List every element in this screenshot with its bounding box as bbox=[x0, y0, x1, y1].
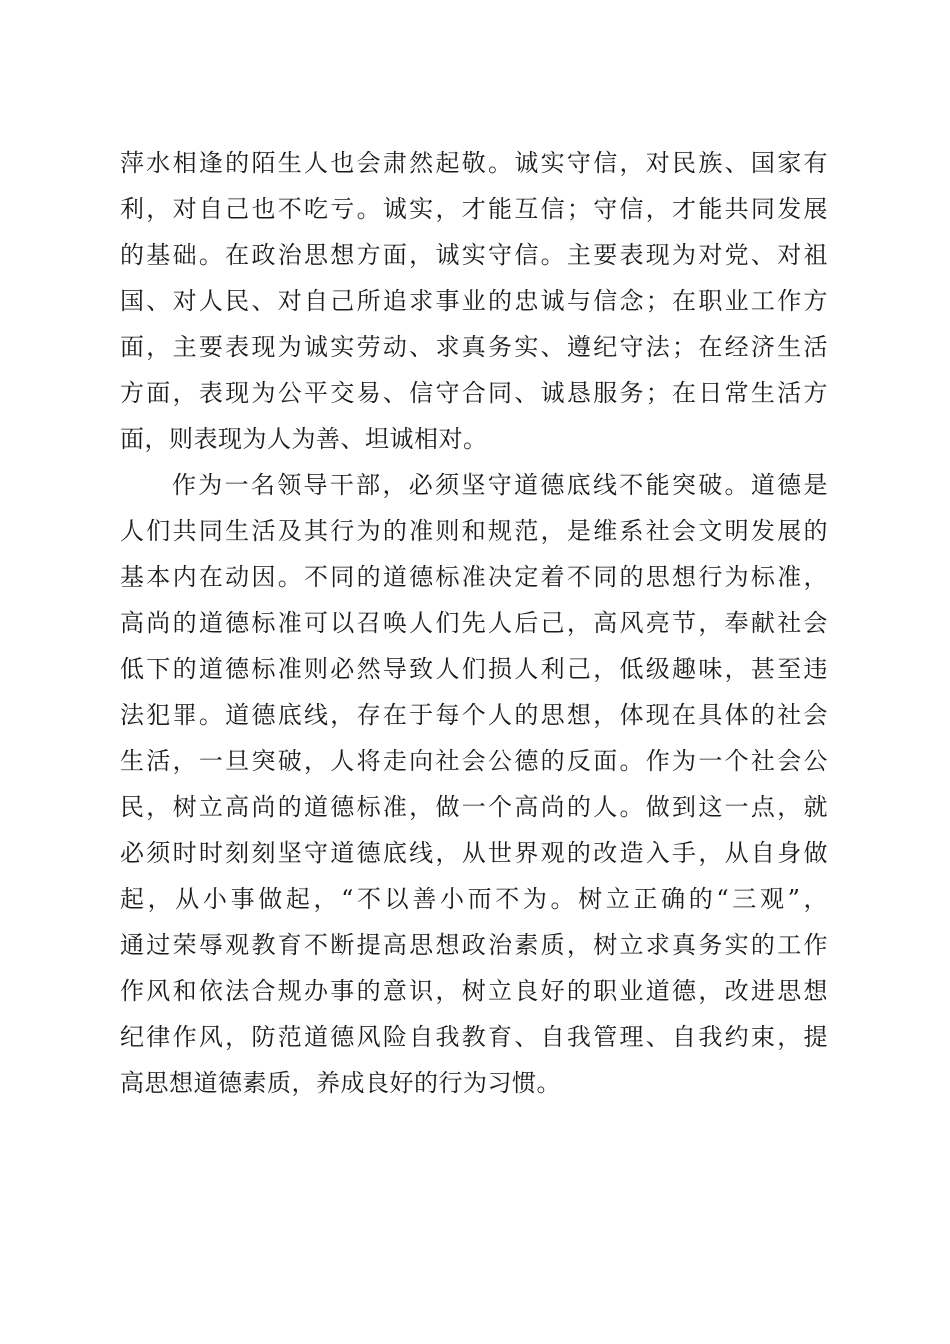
text-line: 作为一名领导干部，必须坚守道德底线不能突破。道德是 bbox=[172, 471, 828, 499]
text-line: 基本内在动因。不同的道德标准决定着不同的思想行为标准， bbox=[120, 563, 828, 591]
paragraph-2 bbox=[120, 462, 828, 1106]
text-line: 高思想道德素质，养成良好的行为习惯。 bbox=[120, 1069, 561, 1097]
text-line: 作风和依法合规办事的意识，树立良好的职业道德，改进思想 bbox=[120, 977, 828, 1005]
text-line: 方面，表现为公平交易、信守合同、诚恳服务；在日常生活方 bbox=[120, 379, 828, 407]
text-line: 面，主要表现为诚实劳动、求真务实、遵纪守法；在经济生活 bbox=[120, 333, 828, 361]
text-line: 高尚的道德标准可以召唤人们先人后己，高风亮节，奉献社会 bbox=[120, 609, 828, 637]
text-line: 纪律作风，防范道德风险自我教育、自我管理、自我约束，提 bbox=[120, 1023, 828, 1051]
text-line: 起，从小事做起，“不以善小而不为。树立正确的“三观”， bbox=[120, 885, 828, 913]
text-line: 生活，一旦突破，人将走向社会公德的反面。作为一个社会公 bbox=[120, 747, 828, 775]
text-line: 民，树立高尚的道德标准，做一个高尚的人。做到这一点，就 bbox=[120, 793, 828, 821]
text-line: 法犯罪。道德底线，存在于每个人的思想，体现在具体的社会 bbox=[120, 701, 828, 729]
text-line: 必须时时刻刻坚守道德底线，从世界观的改造入手，从自身做 bbox=[120, 839, 828, 867]
text-line: 面，则表现为人为善、坦诚相对。 bbox=[120, 425, 488, 453]
text-line: 利，对自己也不吃亏。诚实，才能互信；守信，才能共同发展 bbox=[120, 195, 828, 223]
text-line: 通过荣辱观教育不断提高思想政治素质，树立求真务实的工作 bbox=[120, 931, 828, 959]
text-line: 的基础。在政治思想方面，诚实守信。主要表现为对党、对祖 bbox=[120, 241, 828, 269]
text-line: 人们共同生活及其行为的准则和规范，是维系社会文明发展的 bbox=[120, 517, 828, 545]
text-line: 萍水相逢的陌生人也会肃然起敬。诚实守信，对民族、国家有 bbox=[120, 149, 828, 177]
text-line: 国、对人民、对自己所追求事业的忠诚与信念；在职业工作方 bbox=[120, 287, 828, 315]
paragraph-1 bbox=[120, 140, 828, 462]
body-text bbox=[120, 140, 828, 1106]
text-line: 低下的道德标准则必然导致人们损人利己，低级趣味，甚至违 bbox=[120, 655, 828, 683]
